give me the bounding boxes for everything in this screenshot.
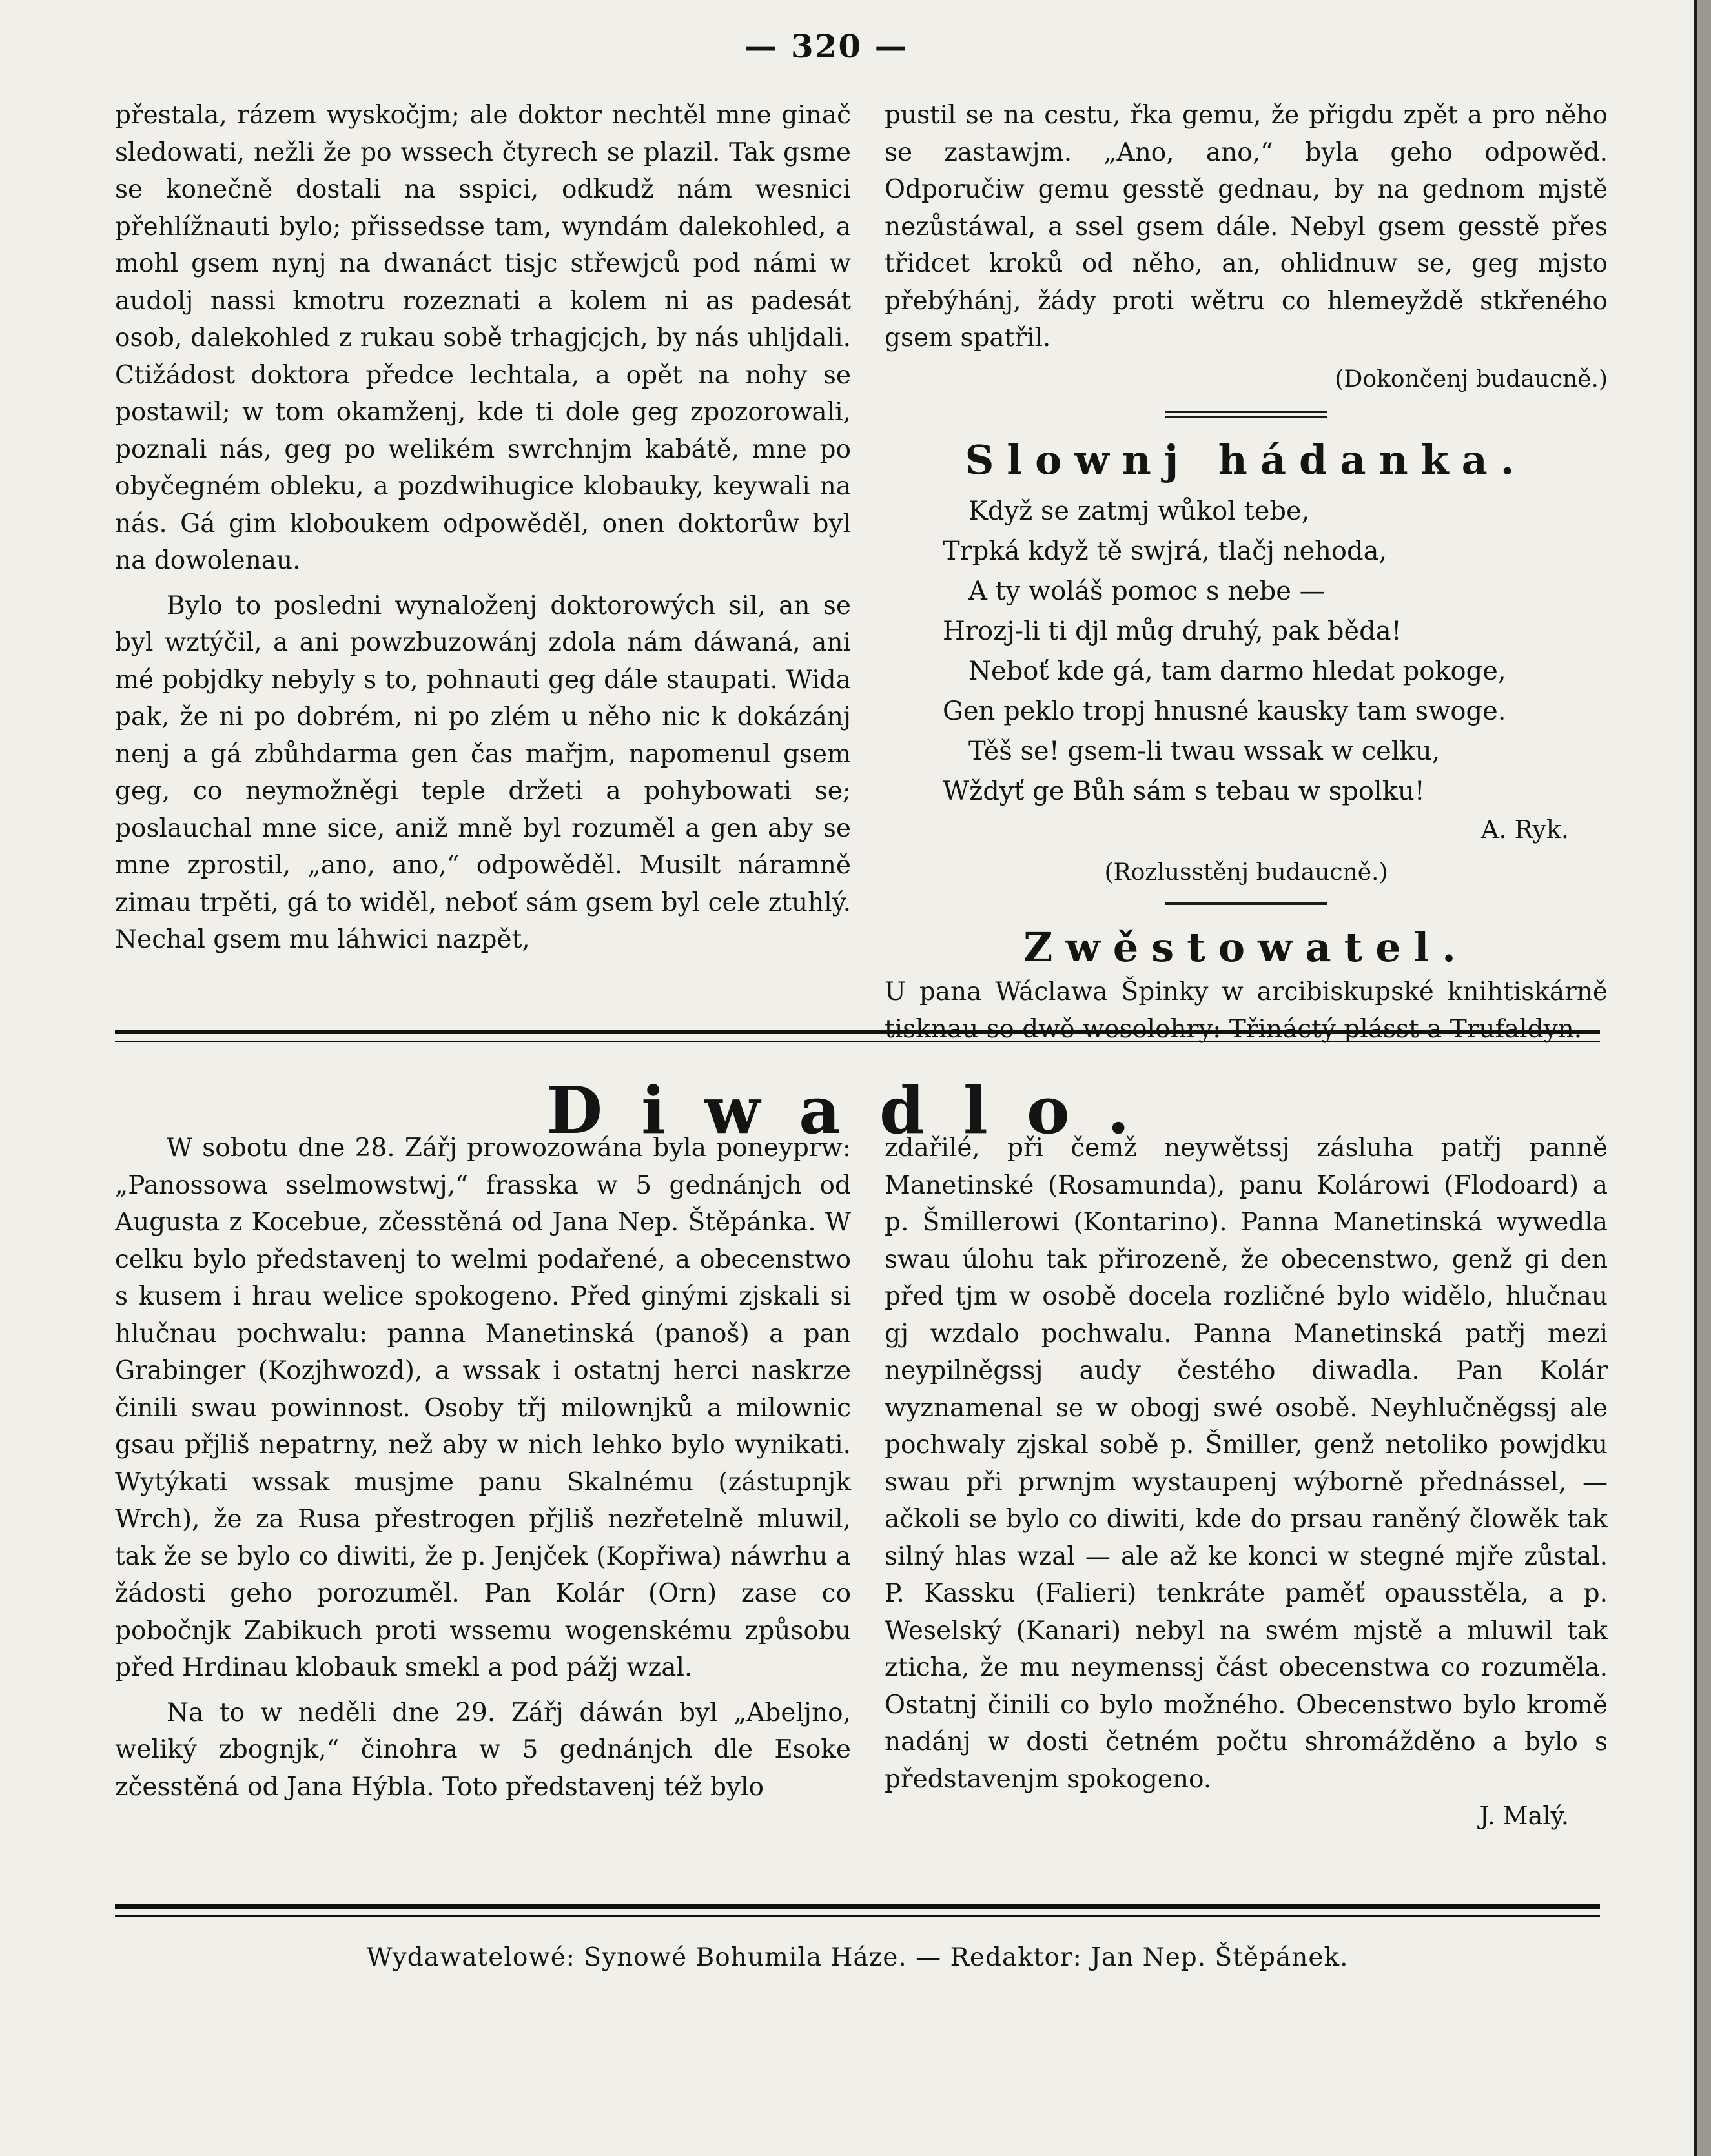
- story-paragraph: přestala, rázem wyskočjm; ale doktor nechtěl mne ginač sledowati, nežli že po wssech čtyrech se plazil. Tak gsme se konečně dostali na sspici, odkudž nám wesnici přehlížnauti bylo; přissedsse tam, wyndám dalekohled, a mohl gsem nynj na dwanáct tisjc střewjců pod námi w audolj nassi kmotru rozeznati a kolem ni as padesát osob, dalekohled z rukau sobě trhagjcjch, by nás uhljdali. Ctižádost doktora předce lechtala, a opět na nohy se postawil; w tom okamženj, kde ti dole geg zpozorowali, poznali nás, geg po welikém swrchnjm kabátě, mne po obyčegném obleku, a pozdwihugice klobauky, keywali na nás. Gá gim kloboukem odpowěděl, onen doktorůw byl na dowolenau.: [115, 101, 851, 575]
- riddle-author: A. Ryk.: [1480, 815, 1569, 844]
- theatre-paragraph: W sobotu dne 28. Zářj prowozowána byla poneyprw: „Panossowa sselmowstwj,“ frasska w 5 gednánjch od Augusta z Kocebue, zčesstěná od Jana Nep. Štěpánka. W celku bylo představenj to welmi podařené, a obecenstwo s kusem i hrau welice spokogeno. Před ginými zjskali si hlučnau pochwalu: panna Manetinská (panoš) a pan Grabinger (Kozjhwozd), a wssak i ostatnj herci naskrze činili swau powinnost. Osoby třj milownjků a milownic gsau přjliš nepatrny, než aby w nich lehko bylo wynikati. Wytýkati wssak musjme panu Skalnému (zástupnjk Wrch), že za Rusa přestrogen přjliš nezřetelně mluwil, tak že se bylo co diwiti, že p. Jenjček (Kopřiwa) náwrhu a žádosti geho porozuměl. Pan Kolár (Orn) zase co pobočnjk Zabikuch proti wssemu wogenskému způsobu před Hrdinau klobauk smekl a pod pážj wzal.: [115, 1134, 851, 1682]
- poem-line: Těš se! gsem-li twau wssak w celku,: [968, 737, 1440, 766]
- riddle-poem: [885, 491, 1608, 811]
- story-left-column: [115, 97, 851, 959]
- poem-line: A ty woláš pomoc s nebe —: [968, 576, 1326, 606]
- story-right-column: [885, 97, 1608, 1048]
- poem-line: Neboť kde gá, tam darmo hledat pokoge,: [968, 656, 1506, 686]
- poem-line: Trpká když tě swjrá, tlačj nehoda,: [943, 536, 1388, 566]
- page-number: — 320 —: [744, 27, 908, 65]
- continuation-note: (Dokončenj budaucně.): [1335, 365, 1608, 392]
- page-edge: [1697, 0, 1711, 2156]
- poem-line: Gen peklo tropj hnusné kausky tam swoge.: [943, 697, 1506, 726]
- poem-line: Když se zatmj wůkol tebe,: [968, 496, 1310, 526]
- theatre-paragraph: Na to w neděli dne 29. Zářj dáwán byl „Abeljno, weliký zbognjk,“ činohra w 5 gednánjch dle Esoke zčesstěná od Jana Hýbla. Toto představenj též bylo: [115, 1698, 851, 1802]
- theatre-paragraph: zdařilé, při čemž neywětssj zásluha patřj panně Manetinské (Rosamunda), panu Kolárowi (Flodoard) a p. Šmillerowi (Kontarino). Panna Manetinská wywedla swau úlohu tak přirozeně, že obecenstwo, genž gi den před tjm w osobě docela rozličné bylo widělo, hlučnau gj wzdalo pochwalu. Panna Manetinská patřj mezi neypilněgssj audy čestého diwadla. Pan Kolár wyznamenal se w obogj swé osobě. Neyhlučněgssj ale pochwaly zjskal sobě p. Šmiller, genž netoliko powjdku swau při prwnjm wystaupenj wýborně přednássel, — ačkoli se bylo co diwiti, kde do prsau raněný člowěk tak silný hlas wzal — ale až ke konci w stegné mjře zůstal. P. Kassku (Falieri) tenkráte paměť opausstěla, a p. Weselský (Kanari) nebyl na swém mjstě a mluwil tak zticha, že mu neymenssj část obecenstwa co rozuměla. Ostatnj činili co bylo možného. Obecenstwo bylo kromě nadánj w dosti četném počtu shromážděno a bylo s představenjm spokogeno.: [885, 1134, 1608, 1794]
- theatre-title: Diwadlo.: [546, 1072, 1169, 1148]
- footer-rule: [115, 1904, 1600, 1909]
- story-paragraph: Bylo to posledni wynaloženj doktorowých sil, an se byl wztýčil, a ani powzbuzowánj zdola nám dáwaná, ani mé pobjdky nebyly s to, pohnauti geg dále staupati. Wida pak, že ni po dobrém, ni po zlém u něho nic k dokázánj nenj a gá zbůhdarma gen čas mařjm, napomenul gsem geg, co neymožněgi teple držeti a pohybowati se; poslauchal mne sice, aniž mně byl rozuměl a gen aby se mne zprostil, „ano, ano,“ odpowěděl. Musilt náramně zimau trpěti, gá to widěl, neboť sám gsem byl cele ztuhlý. Nechal gsem mu láhwici nazpět,: [115, 591, 851, 954]
- poem-line: Wždyť ge Bůh sám s tebau w spolku!: [943, 777, 1425, 806]
- news-text: U pana Wáclawa Špinky w arcibiskupské knihtiskárně tisknau se dwě weselohry: Třináctý plásst a Trufaldyn.: [885, 977, 1608, 1044]
- theatre-author: J. Malý.: [1479, 1802, 1569, 1830]
- riddle-title: Slownj hádanka.: [965, 436, 1528, 483]
- story-paragraph: pustil se na cestu, řka gemu, že přigdu zpět a pro něho se zastawjm. „Ano, ano,“ byla geho odpowěd. Odporučiw gemu gesstě gednau, by na gednom mjstě nezůstáwal, a ssel gsem dále. Nebyl gsem gesstě přes třidcet kroků od něho, an, ohlidnuw se, geg mjsto přebýhánj, žády proti wětru co hlemeyždě stkřeného gsem spatřil.: [885, 101, 1608, 352]
- section-rule: [115, 1041, 1600, 1042]
- footer-rule: [115, 1915, 1600, 1917]
- section-divider: [1165, 411, 1327, 418]
- solution-note: (Rozlusstěnj budaucně.): [1104, 859, 1388, 886]
- poem-line: Hrozj-li ti djl můg druhý, pak běda!: [943, 616, 1402, 646]
- section-divider: [1165, 902, 1327, 905]
- theatre-left-column: [115, 1130, 851, 1805]
- theatre-right-column: [885, 1130, 1608, 1835]
- page-edge-line: [1694, 0, 1697, 2156]
- section-rule: [115, 1030, 1600, 1034]
- publisher-line: Wydawatelowé: Synowé Bohumila Háze. — Redaktor: Jan Nep. Štěpánek.: [366, 1943, 1349, 1972]
- news-title: Zwěstowatel.: [1023, 924, 1469, 971]
